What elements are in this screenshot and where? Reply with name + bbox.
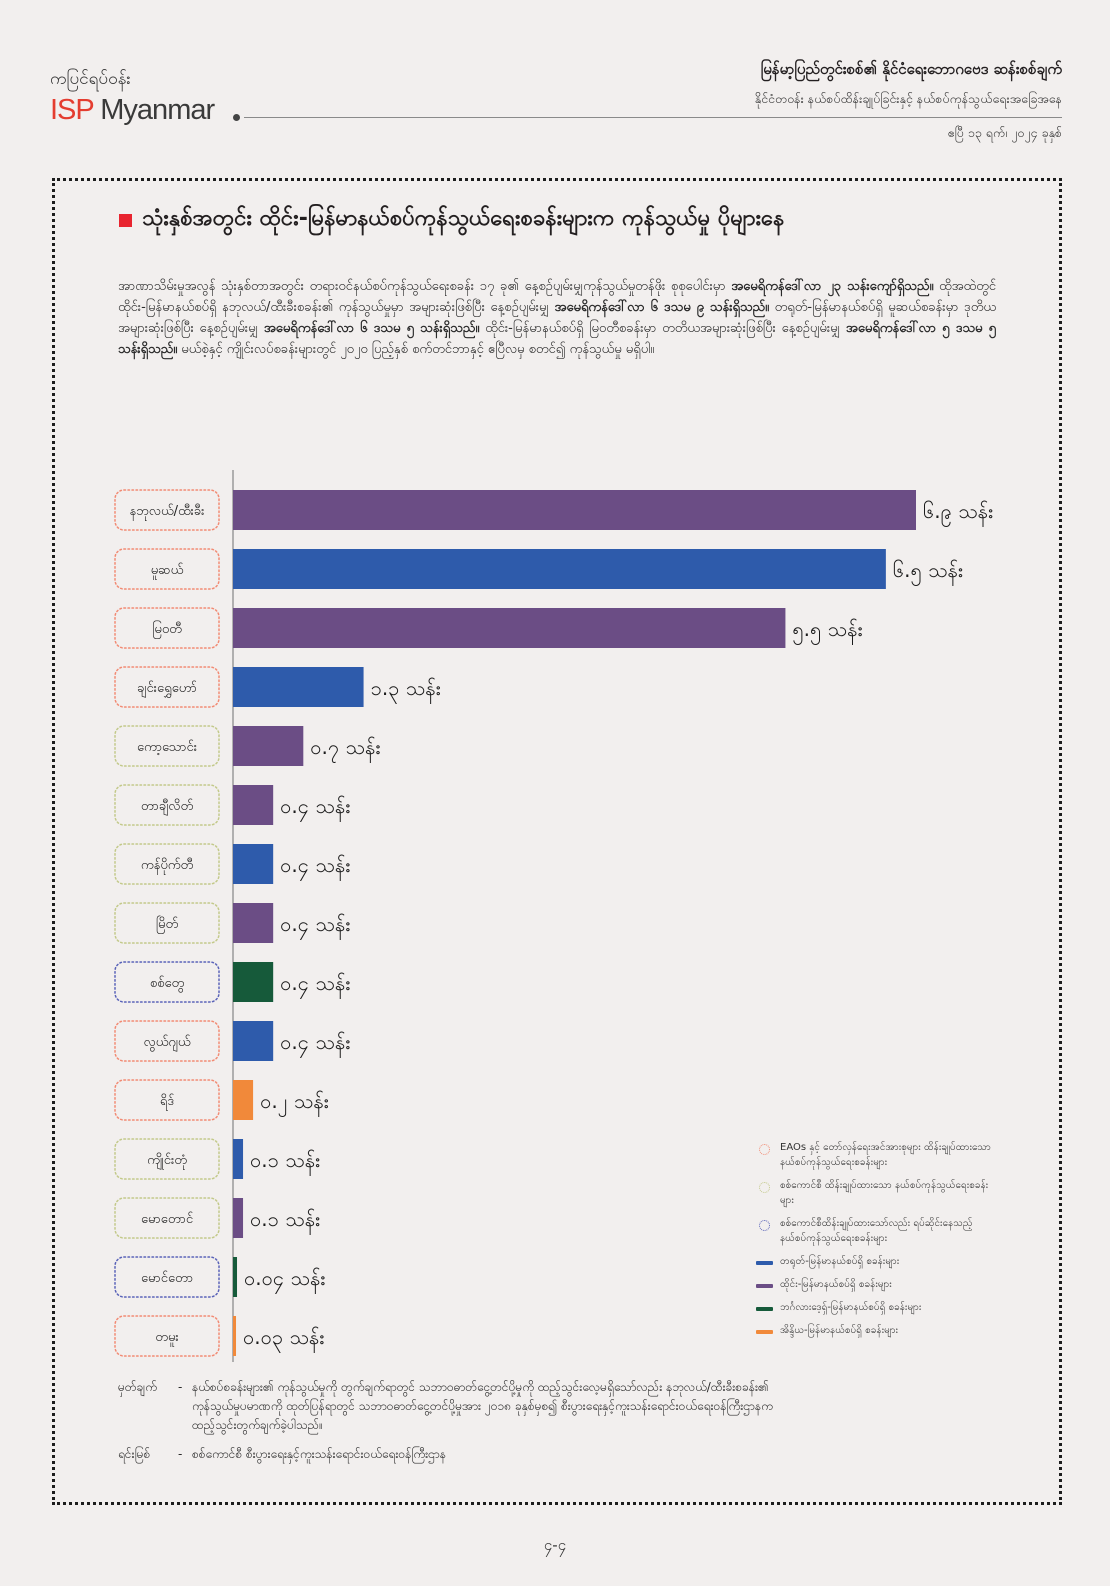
category-label: မောတောင် — [140, 1212, 194, 1227]
bar — [233, 1316, 236, 1356]
value-label: ၀.၀၄ သန်း — [244, 1266, 326, 1290]
bar — [233, 549, 886, 589]
bar — [233, 1139, 243, 1179]
bar — [233, 490, 916, 530]
category-label: မြဝတီ — [152, 622, 182, 637]
category-label: မောင်တော — [140, 1271, 194, 1286]
value-label: ၁.၃ သန်း — [370, 676, 441, 700]
legend-swatch — [755, 1254, 773, 1265]
legend-swatch — [755, 1323, 773, 1334]
value-label: ၀.၂ သန်း — [260, 1089, 329, 1113]
bar — [233, 1080, 253, 1120]
paragraph-highlight: အမေရိကန်ဒေါ်လာ ၂၃ သန်းကျော်ရှိသည်။ — [731, 279, 934, 294]
note-dash: - — [178, 1380, 183, 1394]
value-label: ၀.၄ သန်း — [280, 794, 351, 818]
paragraph-text: ထိုအထဲတွင် ထိုင်း-မြန်မာနယ်စပ်ရှိ နဘုလယ်/ထီးခီးစခန်း၏ ကုန်သွယ်မှုမှာ အများဆုံးဖြစ်ပြီး နေ့စဉ်ပျမ်းမျှ — [118, 279, 996, 315]
paragraph-highlight: အမေရိကန်ဒေါ်လာ ၆ ဒသမ ၅ သန်းရှိသည်။ — [263, 321, 480, 336]
paragraph-text: ထိုင်း-မြန်မာနယ်စပ်ရှိ မြဝတီစခန်းမှာ တတိယအများဆုံးဖြစ်ပြီး နေ့စဉ်ပျမ်းမျှ — [479, 321, 846, 336]
category-label: ကန်ပိုက်တီ — [140, 858, 194, 873]
logo-myanmar-text: Myanmar — [93, 94, 215, 126]
legend-swatch — [755, 1277, 773, 1288]
value-label: ၀.၄ သန်း — [280, 853, 351, 877]
bar — [233, 962, 273, 1002]
source-label: ရင်းမြစ် — [118, 1447, 151, 1461]
category-label: ကော့သောင်း — [136, 740, 198, 755]
value-label: ၀.၀၃ သန်း — [243, 1325, 325, 1349]
legend-item — [755, 1254, 1005, 1269]
bar — [233, 667, 364, 707]
value-label: ၅.၅ သန်း — [792, 617, 863, 641]
bar — [233, 903, 273, 943]
category-label: လွယ်ဂျယ် — [143, 1035, 191, 1050]
value-label: ၀.၁ သန်း — [250, 1148, 321, 1172]
report-title: မြန်မာ့ပြည်တွင်းစစ်၏ နိုင်ငံရေးဘောဂဗေဒ ဆန်းစစ်ချက် — [760, 60, 1062, 78]
bar — [233, 1021, 273, 1061]
legend-label: ထိုင်း-မြန်မာနယ်စပ်ရှိ စခန်းများ — [780, 1279, 892, 1290]
bar — [233, 844, 273, 884]
legend-circle-icon — [759, 1182, 770, 1193]
source-row — [118, 1445, 998, 1464]
paragraph-text: တရုတ်-မြန်မာနယ်စပ်ရှိ မူဆယ်စခန်းမှာ ဒုတိယအများဆုံးဖြစ်ပြီး နေ့စဉ်ပျမ်းမျှ — [118, 300, 996, 336]
legend-swatch — [755, 1178, 773, 1193]
logo-isp-text: ISP — [50, 94, 94, 126]
value-label: ၆.၉ သန်း — [923, 499, 993, 523]
category-label: စစ်တွေ — [149, 976, 185, 991]
category-label: တာချီလိတ် — [140, 799, 194, 814]
note-label: မှတ်ချက် — [118, 1380, 157, 1394]
notes-block — [118, 1378, 998, 1464]
category-label: မူဆယ် — [150, 563, 184, 578]
legend-swatch — [755, 1300, 773, 1311]
paragraph-text: အာဏာသိမ်းမှုအလွန် သုံးနှစ်တာအတွင်း တရားဝင်နယ်စပ်ကုန်သွယ်ရေးစခန်း ၁၇ ခု၏ နေ့စဉ်ပျမ်းမျှကုန်သွယ်မှုတန်ဖိုး စုစုပေါင်းမှာ — [118, 279, 732, 294]
page-number: ၄-၄ — [543, 1536, 567, 1554]
report-subtitle: နိုင်ငံတဝန်း နယ်စပ်ထိန်းချုပ်ခြင်းနှင့် နယ်စပ်ကုန်သွယ်ရေးအခြေအနေ — [754, 91, 1062, 106]
chart-legend — [755, 1140, 1005, 1346]
category-label: ရိဒ် — [159, 1094, 175, 1109]
legend-item — [755, 1216, 1005, 1246]
value-label: ၀.၄ သန်း — [280, 1030, 351, 1054]
source-text: စစ်ကောင်စီ စီးပွားရေးနှင့်ကူးသန်းရောင်းဝယ်ရေးဝန်ကြီးဌာန — [192, 1447, 446, 1461]
legend-line-icon — [756, 1261, 773, 1265]
bar — [233, 726, 303, 766]
category-label: တမူး — [155, 1330, 179, 1345]
source-dash: - — [178, 1447, 183, 1461]
legend-label: ဘင်္ဂလားဒေ့ရှ်-မြန်မာနယ်စပ်ရှိ စခန်းများ — [780, 1302, 922, 1313]
brand-label: ကပြင်ရပ်ဝန်း — [50, 69, 131, 89]
value-label: ၀.၄ သန်း — [280, 971, 351, 995]
legend-line-icon — [756, 1307, 773, 1311]
legend-label: စစ်ကောင်စီထိန်းချုပ်ထားသော်လည်း ရပ်ဆိုင်းနေသည့် နယ်စပ်ကုန်သွယ်ရေးစခန်းများ — [780, 1218, 973, 1244]
report-date: ဧပြီ ၁၃ ရက်၊ ၂၀၂၄ ခုနှစ် — [947, 125, 1062, 140]
legend-circle-icon — [759, 1144, 770, 1155]
value-label: ၀.၄ သန်း — [280, 912, 351, 936]
legend-item — [755, 1178, 1005, 1208]
legend-item — [755, 1140, 1005, 1170]
legend-label: တရုတ်-မြန်မာနယ်စပ်ရှိ စခန်းများ — [780, 1256, 900, 1267]
category-label: ကျိုင်းတုံ — [147, 1153, 187, 1168]
category-label: ချင်းရွှေဟော် — [137, 681, 197, 696]
legend-line-icon — [756, 1284, 773, 1288]
bar — [233, 1198, 243, 1238]
value-label: ၆.၅ သန်း — [892, 558, 963, 582]
category-label: မြိတ် — [155, 917, 179, 932]
legend-item — [755, 1277, 1005, 1292]
bar — [233, 785, 273, 825]
bar — [233, 608, 785, 648]
paragraph-highlight: အမေရိကန်ဒေါ်လာ ၅ ဒသမ ၅ သန်းရှိသည်။ — [118, 321, 996, 357]
legend-item — [755, 1300, 1005, 1315]
legend-swatch — [755, 1216, 773, 1231]
legend-swatch — [755, 1140, 773, 1155]
legend-label: EAOs နှင့် တော်လှန်ရေးအင်အားစုများ ထိန်းချုပ်ထားသော နယ်စပ်ကုန်သွယ်ရေးစခန်းများ — [780, 1142, 991, 1168]
paragraph-highlight: အမေရိကန်ဒေါ်လာ ၆ ဒသမ ၉ သန်းရှိသည်။ — [554, 300, 770, 315]
legend-label: စစ်ကောင်စီ ထိန်းချုပ်ထားသော နယ်စပ်ကုန်သွယ်ရေးစခန်းများ — [780, 1180, 989, 1206]
value-label: ၀.၁ သန်း — [250, 1207, 321, 1231]
legend-circle-icon — [759, 1220, 770, 1231]
bar — [233, 1257, 237, 1297]
section-title: သုံးနှစ်အတွင်း ထိုင်း-မြန်မာနယ်စပ်ကုန်သွယ်ရေးစခန်းများက ကုန်သွယ်မှု ပိုများနေ — [142, 206, 785, 231]
value-label: ၀.၇ သန်း — [310, 735, 381, 759]
paragraph-text: မယ်စဲ့နှင့် ကျိုင်းလပ်စခန်းများတွင် ၂၀၂၀ ပြည့်နှစ် စက်တင်ဘာနှင့် ဧပြီလမှ စတင်၍ ကုန်သွယ်မှု မရှိပါ။ — [177, 342, 655, 357]
category-label: နဘုလယ်/ထီးခီး — [129, 504, 205, 519]
legend-label: အိန္ဒိယ-မြန်မာနယ်စပ်ရှိ စခန်းများ — [780, 1325, 899, 1336]
note-text: နယ်စပ်စခန်းများ၏ ကုန်သွယ်မှုကို တွက်ချက်ရာတွင် သဘာဝဓာတ်ငွေ့တင်ပို့မှုကို ထည့်သွင်းလေ့မရှိသော်လည်း နဘုလယ်/ထီးခီးစခန်း၏ ကုန်သွယ်မှုပမာဏကို ထုတ်ပြန်ရာတွင် သဘာဝဓာတ်ငွေ့တင်ပို့မှုအား ၂၀၁၈ ခုနှစ်မှစ၍ စီးပွားရေးနှင့်ကူးသန်းရောင်းဝယ်ရေးဝန်ကြီးဌာနက ထည့်သွင်းတွက်ချက်ခဲ့ပါသည်။ — [192, 1380, 773, 1432]
legend-line-icon — [756, 1330, 773, 1334]
note-row — [118, 1378, 998, 1435]
legend-item — [755, 1323, 1005, 1338]
